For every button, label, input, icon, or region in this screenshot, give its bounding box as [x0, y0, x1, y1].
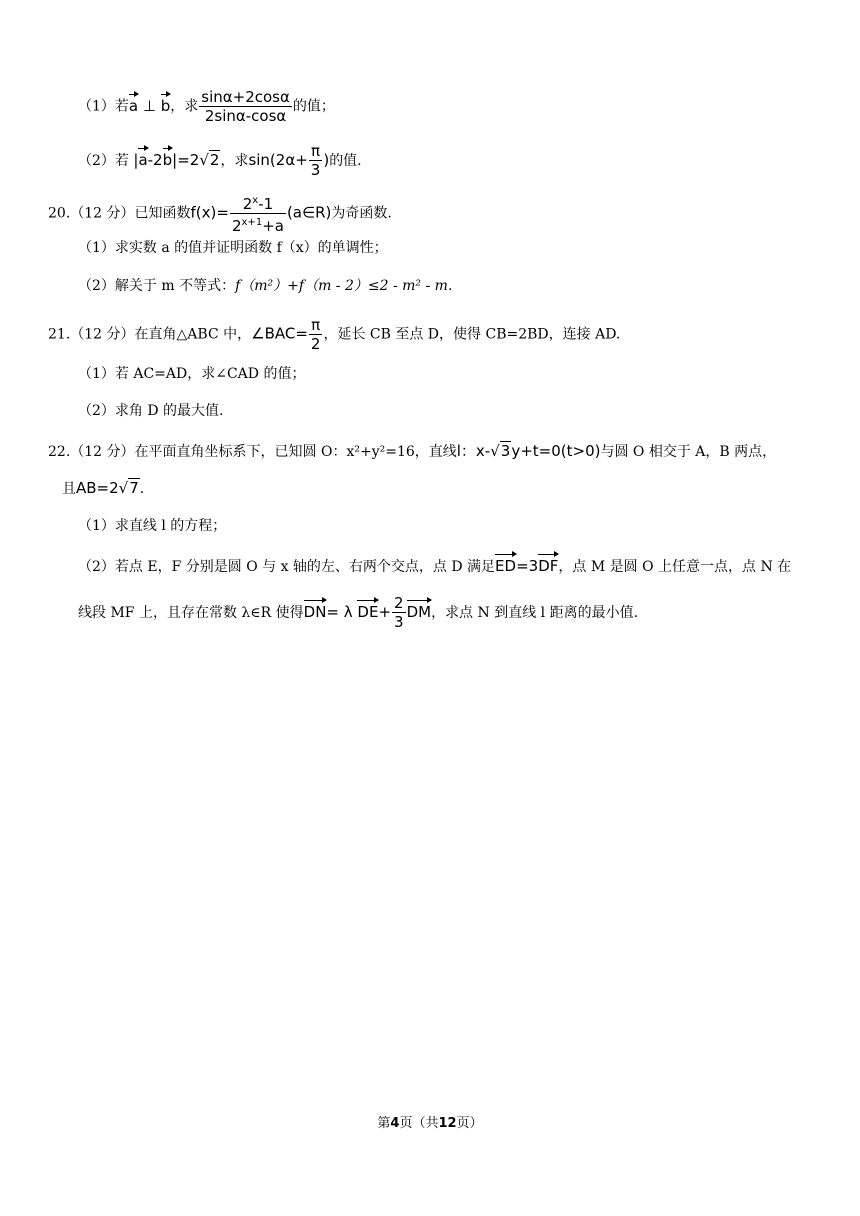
- q21-tail: ，延长 CB 至点 D，使得 CB=2BD，连接 AD.: [323, 326, 621, 343]
- q20-num-base: 2: [242, 195, 253, 213]
- q20-p2-label: （2）解关于 m 不等式：: [78, 278, 236, 294]
- q20-inequality: f（m²）+f（m - 2）≤2 - m² - m.: [235, 278, 453, 294]
- q22-line-l: l：x-: [456, 442, 491, 460]
- q20-cond: (a∈R): [286, 203, 332, 222]
- q20-stem: [48, 192, 392, 235]
- vector-a-perp-b: a ⊥ b: [128, 96, 171, 115]
- q21-part1: （1）若 AC=AD，求∠CAD 的值；: [78, 366, 306, 382]
- q19-part2: [78, 142, 362, 179]
- q22-cont: [62, 478, 144, 499]
- q21-stem: [48, 316, 620, 353]
- q21-frac-den: 2: [310, 335, 321, 353]
- q19-p2-eq: =2: [177, 151, 200, 169]
- q22-vector-dn: DN= λ DE+ $\frac{2}{3}$ DM: [303, 594, 432, 631]
- q22-p2-a: （2）若点 E，F 分别是圆 O 与 x 轴的左、右两个交点，点 D 满足: [78, 559, 496, 575]
- q19-sin-expr: sin(2α+ $\frac{\pi}{3}$ ): [248, 142, 330, 179]
- q21-number: 21.: [48, 326, 71, 343]
- q19-p1-text: ，求: [170, 98, 199, 115]
- q21-angle: ∠BAC=: [251, 324, 308, 343]
- q22-intro: 在平面直角坐标系下，已知圆 O：x²+y²=16，直线: [134, 444, 457, 460]
- q22-sqrt3: 3: [500, 442, 511, 460]
- q19-frac-num: sinα+2cosα: [201, 88, 290, 106]
- q20-intro: 已知函数: [134, 205, 191, 222]
- q22-ab: AB=2: [76, 479, 119, 497]
- q22-part1: （1）求直线 l 的方程；: [78, 518, 227, 534]
- q22-vector-ed: ED=3DF: [495, 557, 559, 575]
- q19-part1: [78, 88, 335, 125]
- q20-den-sup: x+1: [241, 217, 263, 228]
- q20-num-sup: x: [252, 195, 259, 206]
- q20-fraction: [230, 192, 286, 235]
- q20-part1: （1）求实数 a 的值并证明函数 f（x）的单调性；: [78, 240, 388, 256]
- q20-number: 20.: [48, 205, 71, 222]
- q20-den-base: 2: [231, 217, 242, 235]
- q20-num-rest: -1: [258, 195, 274, 213]
- footer-post: 页）: [456, 1116, 483, 1131]
- q19-vector-norm: |a-2b|: [133, 151, 178, 169]
- footer-total-pages: 12: [438, 1116, 457, 1131]
- footer-mid: 页（共: [399, 1116, 439, 1131]
- q22-p2-b: ，点 M 是圆 O 上任意一点，点 N 在: [558, 559, 792, 575]
- q20-part2: [78, 276, 452, 296]
- q22-score: （12 分）: [70, 444, 135, 460]
- q22-sqrt7: 7: [129, 479, 139, 497]
- page-footer: [0, 1112, 860, 1131]
- q21-part2: （2）求角 D 的最大值.: [78, 403, 224, 419]
- q20-den-rest: +a: [262, 217, 284, 235]
- q22-line-rest: y+t=0(t>0): [511, 442, 601, 460]
- q19-p2-label: （2）若: [78, 153, 129, 169]
- q20-score: （12 分）: [70, 205, 135, 222]
- q19-p2-tail: 的值.: [329, 153, 362, 169]
- q21-frac-num: π: [309, 316, 323, 335]
- sqrt-7: √7: [118, 479, 139, 497]
- q22-p2-d: ，求点 N 到直线 l 距离的最小值.: [431, 605, 639, 621]
- footer-pre: 第: [377, 1116, 391, 1131]
- q19-p2-text: ，求: [220, 153, 249, 169]
- q22-p2-c: 线段 MF 上，且存在常数 λ∈R 使得: [78, 605, 304, 621]
- q21-fraction: [309, 316, 323, 353]
- q22-cont-end: .: [139, 481, 145, 497]
- q19-p1-label: （1）若: [78, 98, 129, 115]
- q19-frac-den: 2sinα-cosα: [204, 107, 287, 125]
- q22-tail: 与圆 O 相交于 A，B 两点，: [600, 444, 777, 460]
- footer-page-number: 4: [390, 1116, 400, 1131]
- q22-cont-text: 且: [62, 481, 76, 497]
- q20-tail: 为奇函数.: [331, 205, 392, 222]
- q22-number: 22.: [48, 444, 71, 460]
- sqrt-2: √2: [199, 151, 220, 169]
- q19-fraction: [199, 88, 292, 125]
- q19-p1-tail: 的值；: [292, 98, 335, 115]
- q21-intro: 在直角△ABC 中，: [134, 326, 252, 343]
- q20-fx: f(x)=: [190, 203, 229, 222]
- q21-score: （12 分）: [70, 326, 135, 343]
- sqrt-3: √3: [490, 442, 511, 460]
- q22-stem: [48, 441, 776, 462]
- q22-part2-line1: [78, 556, 791, 577]
- q22-part2-line2: [78, 594, 638, 631]
